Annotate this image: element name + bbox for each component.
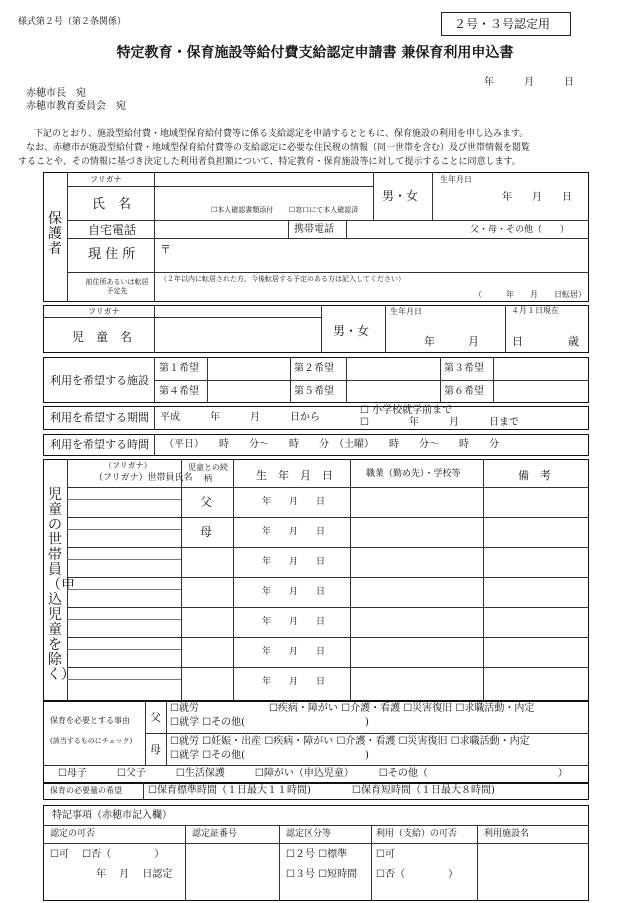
col-name: （フリガナ）世帯員氏名	[94, 473, 193, 483]
child-name-label: 児 童 名	[72, 330, 133, 344]
home-phone-label: 自宅電話	[88, 223, 137, 237]
guardian-relation-select[interactable]: 父・母・その他（ ）	[470, 225, 570, 235]
household-note-input[interactable]	[486, 609, 586, 635]
child-furigana-label: フリガナ	[88, 307, 120, 316]
household-birth[interactable]: 年 月 日	[262, 617, 326, 627]
period-start-input[interactable]: 平成 年 月 日から	[160, 412, 320, 423]
household-name-input[interactable]	[69, 549, 179, 575]
household-note-input[interactable]	[486, 639, 586, 665]
household-birth[interactable]: 年 月 日	[262, 557, 326, 567]
father-reason-options[interactable]: ☐就労 ☐疾病・障がい ☐介護・看護 ☐災害復旧 ☐求職活動・内定	[170, 703, 535, 714]
household-job-input[interactable]	[352, 609, 480, 635]
address-input[interactable]	[172, 241, 586, 269]
guardian-name-input[interactable]	[156, 188, 372, 206]
col-birth: 生 年 月 日	[256, 469, 333, 482]
col-relation: 児童との続柄	[188, 463, 228, 483]
household-name-input[interactable]	[69, 579, 179, 605]
child-gender-select[interactable]: 男・女	[333, 324, 370, 338]
reason-sublabel: (該当するものにチェック)	[50, 737, 133, 745]
special-col-cert-no: 認定証番号	[192, 829, 238, 839]
household-relation[interactable]: 父	[200, 495, 213, 509]
need-label: 保育の必要量の希望	[50, 786, 122, 795]
need-section	[43, 783, 589, 800]
household-name-input[interactable]	[69, 669, 179, 695]
child-age-unit: 歳	[568, 335, 579, 348]
household-note-input[interactable]	[486, 549, 586, 575]
col-note: 備 考	[518, 469, 551, 482]
certification-badge	[441, 12, 571, 36]
facility-choice-6[interactable]: 第６希望	[444, 386, 484, 397]
household-job-input[interactable]	[352, 579, 480, 605]
guardian-furigana-input[interactable]	[156, 173, 372, 185]
facility-choice-4[interactable]: 第４希望	[159, 386, 199, 397]
household-job-input[interactable]	[352, 489, 480, 515]
household-job-input[interactable]	[352, 519, 480, 545]
mother-reason-options[interactable]: ☐就労 ☐妊娠・出産 ☐疾病・障がい ☐介護・看護 ☐災害復旧 ☐求職活動・内定	[170, 736, 530, 747]
reason-label: 保育を必要とする事由	[50, 716, 130, 725]
prev-address-note: （２年以内に転居された方、今後転居する予定のある方は記入してください）	[160, 275, 405, 283]
mobile-phone-label: 携帯電話	[294, 224, 334, 235]
facility-choice-1[interactable]: 第１希望	[159, 363, 199, 374]
household-type-options[interactable]: ☐母子 ☐父子 ☐生活保護 ☐障がい（申込児童） ☐その他（ ）	[58, 768, 568, 779]
use-deny-checkbox[interactable]: ☐否（ ）	[376, 869, 459, 880]
household-birth[interactable]: 年 月 日	[262, 647, 326, 657]
time-label: 利用を希望する時間	[50, 438, 149, 451]
period-until-school-checkbox[interactable]: ☐ 小学校就学前まで	[360, 405, 453, 416]
home-phone-input[interactable]	[156, 222, 286, 236]
col-furigana: （フリガナ）	[104, 461, 152, 470]
household-birth[interactable]: 年 月 日	[262, 677, 326, 687]
time-input[interactable]: （平日） 時 分～ 時 分 （土曜） 時 分～ 時 分	[164, 439, 499, 450]
household-note-input[interactable]	[486, 489, 586, 515]
use-approve-checkbox[interactable]: ☐可	[376, 849, 395, 860]
certification-badge-label: ２号・３号認定用	[454, 17, 551, 31]
household-name-input[interactable]	[69, 639, 179, 665]
household-job-input[interactable]	[352, 639, 480, 665]
application-date[interactable]: 年 月 日	[484, 77, 574, 88]
household-note-input[interactable]	[486, 669, 586, 695]
period-until-date-checkbox[interactable]: ☐ 年 月 日まで	[360, 417, 519, 428]
period-label: 利用を希望する期間	[50, 411, 149, 424]
special-col-facility: 利用施設名	[484, 829, 530, 839]
household-note-input[interactable]	[486, 579, 586, 605]
category-2-checkbox[interactable]: ☐２号 ☐標準	[286, 849, 348, 860]
approval-date[interactable]: 年 月 日認定	[96, 869, 173, 880]
household-job-input[interactable]	[352, 549, 480, 575]
facility-choice-3[interactable]: 第３希望	[444, 363, 484, 374]
guardian-name-label: 氏 名	[92, 197, 132, 212]
move-date-input[interactable]: （ 年 月 日転居）	[474, 290, 586, 299]
household-relation[interactable]: 母	[200, 525, 213, 539]
addressee-mayor: 赤穂市長 宛	[26, 88, 86, 99]
guardian-birth-input[interactable]: 年 月 日	[502, 192, 572, 203]
household-section-label: 児童の世帯員（申込児童を除く）	[47, 487, 75, 683]
postal-mark: 〒	[160, 243, 171, 256]
household-name-input[interactable]	[69, 519, 179, 545]
col-job: 職業（勤め先）・学校等	[366, 469, 461, 479]
need-standard-checkbox[interactable]: ☐保育標準時間（１日最大１１時間)	[148, 785, 311, 796]
special-col-category: 認定区分等	[286, 829, 332, 839]
approval-checkboxes[interactable]: ☐可 ☐否（ ）	[50, 849, 165, 860]
child-age-label: ４月１日現在	[511, 306, 559, 315]
special-col-approval: 認定の可否	[50, 829, 96, 839]
father-reason-options-2[interactable]: ☐就学 ☐その他( )	[170, 717, 369, 728]
intro-line-1: 下記のとおり、施設型給付費・地域型保育給付費等に係る支給認定を申請するとともに、保育施設の利用を申し込みます。	[34, 129, 529, 139]
facility-choice-5[interactable]: 第５希望	[294, 386, 334, 397]
form-number: 様式第２号（第２条関係）	[18, 17, 127, 27]
reason-father-label: 父	[150, 711, 161, 724]
address-label: 現 住 所	[88, 247, 136, 262]
intro-line-2: なお、赤穂市が施設型給付費・地域型保育給付費等の支給認定に必要な住民税の情報（同一世帯を含む）及び世帯情報を閲覧	[26, 143, 531, 153]
facility-choice-2[interactable]: 第２希望	[294, 363, 334, 374]
need-short-checkbox[interactable]: ☐保育短時間（１日最大８時間)	[352, 785, 495, 796]
addressee-board: 赤穂市教育委員会 宛	[26, 101, 126, 112]
household-name-input[interactable]	[69, 489, 179, 515]
guardian-birth-label: 生年月日	[440, 175, 472, 184]
category-3-checkbox[interactable]: ☐３号 ☐短時間	[286, 869, 358, 880]
household-note-input[interactable]	[486, 519, 586, 545]
child-birth-input[interactable]: 年 月 日	[424, 335, 523, 348]
facility-label: 利用を希望する施設	[50, 374, 149, 387]
guardian-gender-select[interactable]: 男・女	[382, 189, 419, 203]
special-title: 特記事項（赤穂市記入欄）	[52, 810, 172, 821]
household-birth[interactable]: 年 月 日	[262, 497, 326, 507]
intro-line-3: することや、その情報に基づき決定した利用者負担額について、特定教育・保育施設等に対して提示することに同意します。	[18, 157, 521, 167]
guardian-furigana-label: フリガナ	[90, 175, 122, 184]
mother-reason-options-2[interactable]: ☐就学 ☐その他( )	[170, 750, 369, 761]
page-title: 特定教育・保育施設等給付費支給認定申請書 兼保育利用申込書	[116, 45, 514, 61]
household-birth[interactable]: 年 月 日	[262, 587, 326, 597]
household-name-input[interactable]	[69, 609, 179, 635]
id-confirmed-checkbox[interactable]: ☐窓口にて本人確認済	[289, 206, 359, 214]
household-birth[interactable]: 年 月 日	[262, 527, 326, 537]
special-col-use: 利用（支給）の可否	[376, 829, 458, 839]
prev-address-label: 前住所あるいは転居予定先	[85, 278, 149, 295]
child-name-input[interactable]	[156, 319, 319, 351]
id-document-checkbox[interactable]: ☐本人確認書類添付	[211, 206, 274, 214]
guardian-section-label: 保護者	[48, 211, 62, 257]
child-birth-label: 生年月日	[390, 307, 422, 316]
reason-mother-label: 母	[150, 743, 161, 756]
household-job-input[interactable]	[352, 669, 480, 695]
